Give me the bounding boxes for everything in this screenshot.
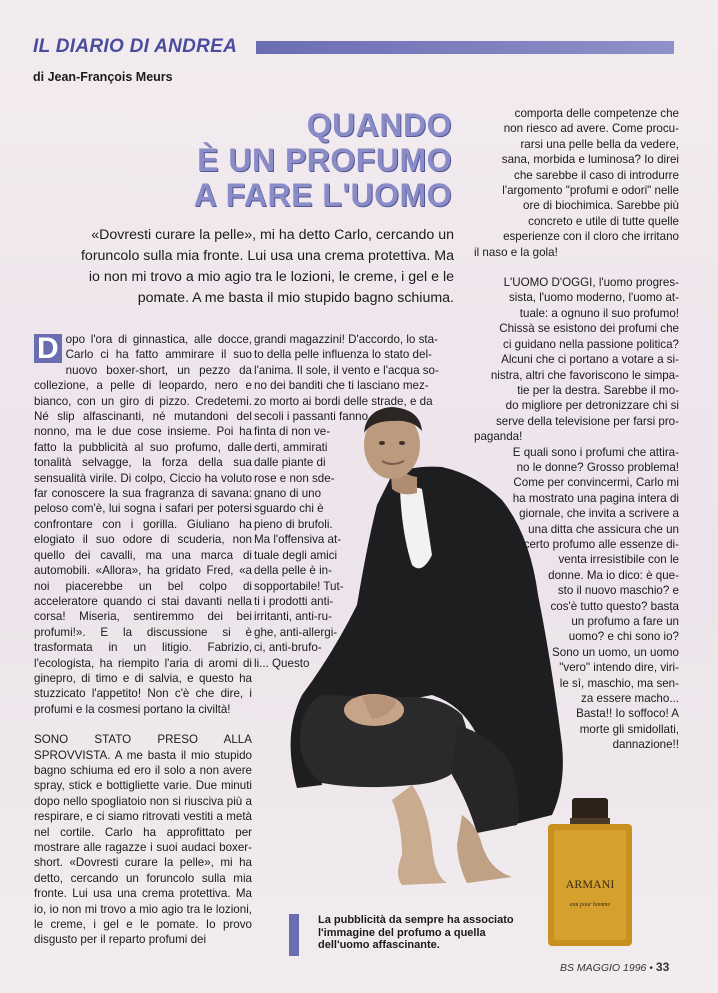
text-line: no le donne? Grosso problema!	[516, 460, 679, 474]
page-number: 33	[655, 960, 670, 974]
perfume-bottle-image	[544, 798, 636, 948]
text-line: dalle piante di	[254, 456, 326, 470]
headline-line: QUANDO	[306, 107, 452, 143]
caption-bar	[289, 914, 299, 956]
body-paragraph	[474, 275, 679, 444]
section-rubric: IL DIARIO DI ANDREA	[33, 36, 238, 57]
text-line: non riesco ad avere. Come procu-	[503, 122, 679, 136]
text-line: Chissà se esistono dei profumi che	[499, 322, 679, 336]
body-paragraph: SONO STATO PRESO ALLA SPROVVISTA. A me basta il mio stupido bagno schiuma ed ero il solo a non avere spray, stick e bottigliette varie. Due minuti dopo nello spogliatoio non si riusciva più a respirare, e ci siamo ritrovati vestiti a metà nel cortile. Carlo ha approfittato per mostrare alle ragazze i suoi audaci boxer-short. «Dovresti curare la pelle», mi ha detto, cercando un foruncolo sulla mia fronte. Lui usa una crema protettiva. Ma io, io non mi trovo a mio agio tra le lozioni, le creme, i gel e le pomate. Io provo disgusto per il reparto profumi dei	[34, 733, 252, 947]
text-line: donne. Ma io dico: è que-	[548, 568, 679, 582]
text-line: pieno di brufoli.	[254, 517, 333, 531]
text-line: ci guidano nella passione politica?	[503, 337, 679, 351]
photo-caption: La pubblicità da sempre ha associato l'immagine del profumo a quella dell'uomo affascinante.	[318, 914, 514, 951]
issue-label: BS MAGGIO 1996 •	[560, 962, 653, 974]
text-line: za essere macho...	[581, 692, 679, 706]
text-line: sista, l'uomo moderno, l'uomo at-	[508, 291, 679, 305]
text-line: paganda!	[474, 430, 523, 444]
text-line: to della pelle influenza lo stato del-	[254, 348, 432, 362]
text-line: esperienze con il cloro che irritano	[503, 230, 679, 244]
text-line: Basta!! Io soffoco! A	[576, 707, 679, 721]
text-line: un profumo a fare un	[571, 615, 679, 628]
text-line: sguardo chi è	[254, 502, 324, 516]
intro-paragraph: «Dovresti curare la pelle», mi ha detto Carlo, cercando un foruncolo sulla mia fronte. Lui usa una crema protettiva. Ma io non mi trovo a mio agio tra le lozioni, le creme, i gel e le pomate. A me basta il mio stupido bagno schiuma.	[80, 227, 454, 306]
text-line: li... Questo	[254, 656, 310, 670]
text-line: tuale degli amici	[254, 548, 338, 562]
text-line: finta di non ve-	[254, 425, 331, 439]
text-line: zo morto ai bordi delle strade, e da	[254, 394, 433, 408]
text-line: derti, ammirati	[254, 440, 328, 454]
text-line: venta irresistibile con le	[558, 553, 679, 567]
text-line: serve della televisione per farsi pro-	[495, 414, 679, 428]
text-line: Ma l'offensiva at-	[254, 533, 342, 547]
text-line: Come per convincermi, Carlo mi	[513, 476, 679, 490]
text-line: L'UOMO D'OGGI, l'uomo progres-	[503, 276, 679, 290]
text-line: do migliore per detronizzare chi si	[505, 399, 679, 413]
text-line: no dei banditi che ti lasciano mez-	[254, 379, 429, 393]
column-middle	[254, 332, 452, 671]
body-paragraph	[474, 445, 679, 753]
text-line: Alcuni che ci portano a votare a si-	[501, 353, 679, 367]
bottle-brand: ARMANI	[565, 877, 615, 891]
text-line: una ditta che assicura che un	[528, 522, 679, 536]
text-line: l'argomento "profumi e odori" nelle	[502, 184, 679, 198]
text-line: giornale, che invita a scrivere a	[519, 507, 679, 521]
text-line: grandi magazzini! D'accordo, lo sta-	[254, 333, 438, 346]
body-paragraph	[474, 106, 679, 260]
text-line: tie per la destra. Sarebbe il mo-	[517, 383, 679, 397]
rubric-bar	[256, 41, 674, 54]
text-line: l'anima. Il sole, il vento e l'acqua so-	[254, 363, 439, 377]
drop-cap: D	[34, 334, 62, 363]
text-line: ci, anti-brufo-	[254, 641, 322, 655]
text-line: Sono un uomo, un uomo	[552, 645, 679, 659]
text-line: rarsi una pelle bella da vedere,	[520, 137, 679, 151]
text-line: certo profumo alle essenze di-	[523, 537, 679, 551]
text-line: irritanti, anti-ru-	[254, 610, 332, 624]
text-line: le sì, maschio, ma sen-	[559, 676, 679, 690]
page-footer	[560, 960, 669, 974]
text-line: tuale: a ognuno il suo profumo!	[519, 306, 679, 320]
text-line: dannazione!!	[612, 738, 679, 752]
column-right	[474, 106, 679, 753]
bottle-subtitle: eau pour homme	[569, 902, 611, 908]
text-line: morte gli smidollati,	[579, 722, 679, 736]
body-paragraph	[34, 332, 252, 717]
text-line: ore di biochimica. Sarebbe più	[523, 199, 679, 213]
text-line: sto il nuovo maschio? e	[557, 584, 679, 598]
text-line: "vero" intendo dire, viri-	[559, 661, 679, 675]
paragraph-text: opo l'ora di ginnastica, alle docce, Carlo ci ha fatto ammirare il suo nuovo boxer-short, un pezzo da collezione, a pelle di leopardo, nero e bianco, con un giro di pizzo. Credetemi. Né slip alfascinanti, né mutandoni del nonno, ma le due cose insieme. Poi ha fatto la pubblicità al suo profumo, dalle tonalità selvagge, la forza della sua sensualità virile. Di colpo, Ciccio ha voluto far conoscere la sua fragranza di savana: peloso com'è, lui sogna i safari per potersi confrontare con i gorilla. Giuliano ha elogiato il suo odore di scuderia, non quello dei cavalli, ma una marca di automobili. «Allora», ha gridato Fred, «a noi piacerebbe un bel colpo di acceleratore quando ci stai davanti nella corsa! Miseria, sentiremmo dei bei profumi!». E la discussione si è trasformata in un litigio. Fabrizio, l'ecologista, ha riempito l'aria di aromi di ginepro, di timo e di salvia, e questo ha stuzzicato l'appetito! Non c'è che dire, i profumi e la cosmesi portano la civiltà!	[34, 333, 252, 716]
text-line: sopportabile! Tut-	[254, 579, 344, 593]
text-line: che sarebbe il caso di introdurre	[514, 168, 679, 182]
text-line: ti i prodotti anti-	[254, 594, 334, 608]
text-line: E quali sono i profumi che attira-	[512, 445, 679, 459]
text-line: ha mostrato una pagina intera di	[512, 491, 679, 505]
text-line: secoli i passanti fanno	[254, 410, 369, 424]
headline-line: È UN PROFUMO	[197, 142, 452, 178]
text-line: della pelle è in-	[254, 564, 332, 578]
text-line: concreto e utile di tutte quelle	[528, 214, 679, 228]
column-left	[34, 332, 252, 948]
byline: di Jean-François Meurs	[33, 70, 173, 84]
text-line: rose e non sde-	[254, 471, 335, 485]
headline-line: A FARE L'UOMO	[193, 177, 452, 213]
text-line: sana, morbida e luminosa? Io direi	[501, 153, 679, 167]
text-line: uomo? e chi sono io?	[568, 630, 679, 644]
text-line: ghe, anti-allergi-	[254, 625, 338, 639]
text-line: gnano di uno	[254, 487, 322, 501]
text-line: comporta delle competenze che	[514, 107, 679, 120]
headline	[140, 108, 452, 213]
text-line: nistra, altri che favoriscono le simpa-	[490, 368, 679, 382]
text-line: il naso e la gola!	[474, 245, 558, 259]
text-line: cos'è tutto questo? basta	[550, 599, 679, 613]
